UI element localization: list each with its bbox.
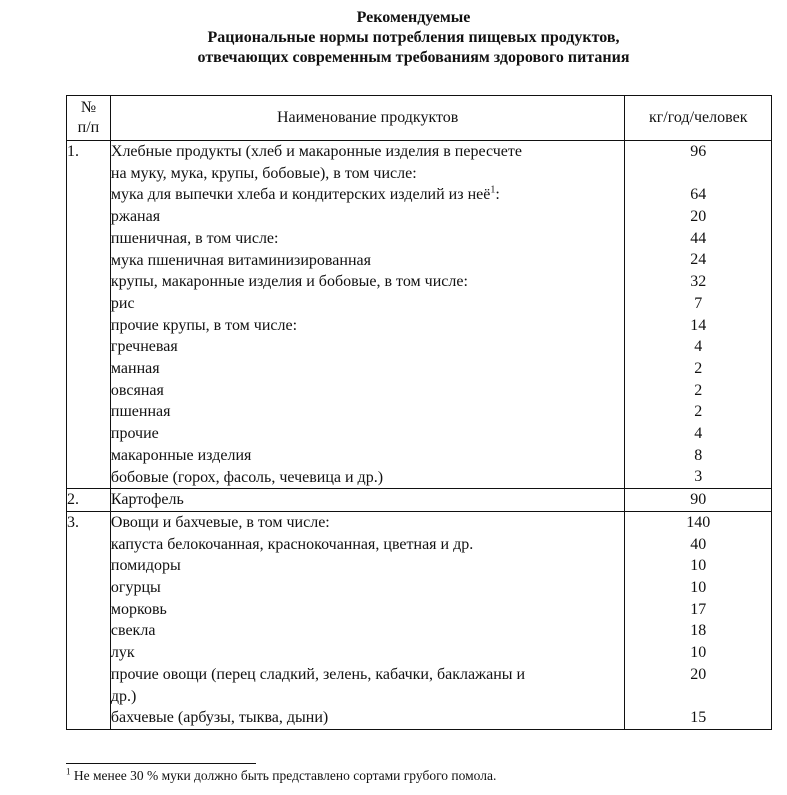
product-name bbox=[111, 141, 625, 163]
consumption-norms-table bbox=[66, 95, 772, 730]
product-name-text: овсяная bbox=[110, 381, 164, 399]
product-name-text: рис bbox=[110, 294, 135, 312]
product-name bbox=[111, 401, 625, 423]
document-title bbox=[0, 8, 787, 68]
table-header-row bbox=[67, 96, 772, 141]
product-name bbox=[111, 336, 625, 358]
row-number: 2. bbox=[67, 489, 111, 512]
product-name bbox=[111, 206, 625, 228]
consumption-value: 24 bbox=[690, 251, 707, 269]
consumption-value: 10 bbox=[690, 579, 707, 597]
consumption-value: 90 bbox=[690, 491, 707, 509]
product-name bbox=[111, 184, 625, 206]
product-name bbox=[111, 534, 625, 556]
product-name-text: Хлебные продукты (хлеб и макаронные изделия в пересчете bbox=[110, 143, 522, 160]
product-name-text: пшенная bbox=[110, 403, 171, 421]
product-name bbox=[111, 686, 625, 708]
product-name-text: бобовые (горох, фасоль, чечевица и др.) bbox=[110, 468, 384, 486]
footnote-marker: 1 bbox=[66, 766, 71, 777]
header-unit: кг/год/человек bbox=[625, 96, 772, 141]
product-name-text: бахчевые (арбузы, тыква, дыни) bbox=[110, 709, 329, 727]
consumption-value: 7 bbox=[694, 294, 703, 312]
header-number-symbol: № bbox=[80, 99, 97, 116]
consumption-values-cell bbox=[625, 511, 772, 729]
product-name bbox=[111, 163, 625, 185]
consumption-values-cell bbox=[625, 141, 772, 489]
title-line-1: Рекомендуемые bbox=[356, 9, 471, 26]
product-name-text: лук bbox=[110, 644, 135, 662]
product-name bbox=[111, 512, 625, 534]
consumption-value: 44 bbox=[690, 229, 707, 247]
consumption-value: 14 bbox=[690, 316, 707, 334]
product-name-text: ржаная bbox=[110, 208, 161, 226]
product-name-text: пшеничная, в том числе: bbox=[110, 229, 279, 247]
title-line-2: Рациональные нормы потребления пищевых продуктов, bbox=[207, 29, 620, 46]
consumption-value: 20 bbox=[690, 665, 707, 683]
consumption-value: 10 bbox=[690, 557, 707, 575]
product-name bbox=[111, 707, 625, 729]
consumption-value: 15 bbox=[690, 709, 707, 727]
product-name-suffix: : bbox=[495, 186, 500, 204]
product-name-text: Овощи и бахчевые, в том числе: bbox=[110, 513, 330, 531]
product-name bbox=[111, 315, 625, 337]
row-number: 1. bbox=[67, 141, 111, 489]
product-name bbox=[111, 228, 625, 250]
row-number: 3. bbox=[67, 511, 111, 729]
header-number-abbr: п/п bbox=[77, 119, 100, 136]
consumption-value: 3 bbox=[694, 468, 703, 486]
footnote-reference: 1 bbox=[490, 185, 496, 197]
product-names-cell bbox=[110, 511, 625, 729]
table-row bbox=[67, 489, 772, 512]
consumption-value: 40 bbox=[690, 535, 707, 553]
product-name-text: мука пшеничная витаминизированная bbox=[110, 251, 371, 269]
consumption-value bbox=[625, 685, 771, 707]
product-name-text: мука для выпечки хлеба и кондитерских изделий из неё bbox=[110, 186, 491, 204]
title-line-3: отвечающих современным требованиям здорового питания bbox=[197, 49, 630, 66]
consumption-value: 32 bbox=[690, 273, 707, 291]
product-name bbox=[111, 293, 625, 315]
product-name bbox=[111, 250, 625, 272]
table-row bbox=[67, 511, 772, 729]
product-name bbox=[111, 380, 625, 402]
product-name bbox=[111, 467, 625, 489]
product-name bbox=[111, 555, 625, 577]
product-name bbox=[111, 445, 625, 467]
product-name bbox=[111, 664, 625, 686]
footnote-text: Не менее 30 % муки должно быть представлено сортами грубого помола. bbox=[73, 768, 497, 783]
product-name-text: крупы, макаронные изделия и бобовые, в том числе: bbox=[110, 273, 468, 291]
consumption-values-cell bbox=[625, 489, 772, 512]
product-name-text: макаронные изделия bbox=[110, 446, 252, 464]
consumption-value: 2 bbox=[694, 381, 703, 399]
product-name bbox=[111, 358, 625, 380]
product-name bbox=[111, 599, 625, 621]
consumption-value: 2 bbox=[694, 403, 703, 421]
product-name-text: прочие овощи (перец сладкий, зелень, кабачки, баклажаны и bbox=[110, 665, 526, 683]
consumption-value: 4 bbox=[694, 424, 703, 442]
product-name bbox=[111, 489, 625, 511]
product-name-text: свекла bbox=[110, 622, 156, 640]
consumption-value: 64 bbox=[690, 186, 707, 204]
product-name-text: прочие bbox=[110, 425, 159, 443]
footnote-divider bbox=[66, 763, 256, 764]
product-name-text: морковь bbox=[110, 600, 167, 618]
product-name-text: помидоры bbox=[110, 557, 181, 575]
product-name-text: Картофель bbox=[110, 491, 184, 509]
consumption-value: 2 bbox=[694, 359, 703, 377]
product-name bbox=[111, 423, 625, 445]
product-name-text: капуста белокочанная, краснокочанная, цветная и др. bbox=[110, 535, 474, 553]
product-name-text: др.) bbox=[110, 687, 137, 705]
consumption-value: 10 bbox=[690, 644, 707, 662]
consumption-value: 20 bbox=[690, 208, 707, 226]
header-product-name: Наименование продкуктов bbox=[110, 96, 625, 141]
header-number bbox=[67, 96, 111, 141]
product-name bbox=[111, 642, 625, 664]
product-name bbox=[111, 577, 625, 599]
consumption-value: 8 bbox=[694, 446, 703, 464]
product-name-text: манная bbox=[110, 360, 160, 378]
consumption-value: 140 bbox=[686, 513, 711, 531]
consumption-value: 17 bbox=[690, 600, 707, 618]
footnote bbox=[66, 768, 496, 784]
product-name-text: на муку, мука, крупы, бобовые), в том числе: bbox=[110, 164, 417, 182]
product-name bbox=[111, 271, 625, 293]
product-name-text: гречневая bbox=[110, 338, 178, 356]
product-name-text: прочие крупы, в том числе: bbox=[110, 316, 298, 334]
product-names-cell bbox=[110, 141, 625, 489]
table-row bbox=[67, 141, 772, 489]
product-name bbox=[111, 620, 625, 642]
consumption-value: 18 bbox=[690, 622, 707, 640]
product-names-cell bbox=[110, 489, 625, 512]
product-name-text: огурцы bbox=[110, 579, 161, 597]
consumption-value bbox=[625, 163, 771, 185]
consumption-value: 4 bbox=[694, 338, 703, 356]
consumption-value: 96 bbox=[690, 143, 707, 160]
